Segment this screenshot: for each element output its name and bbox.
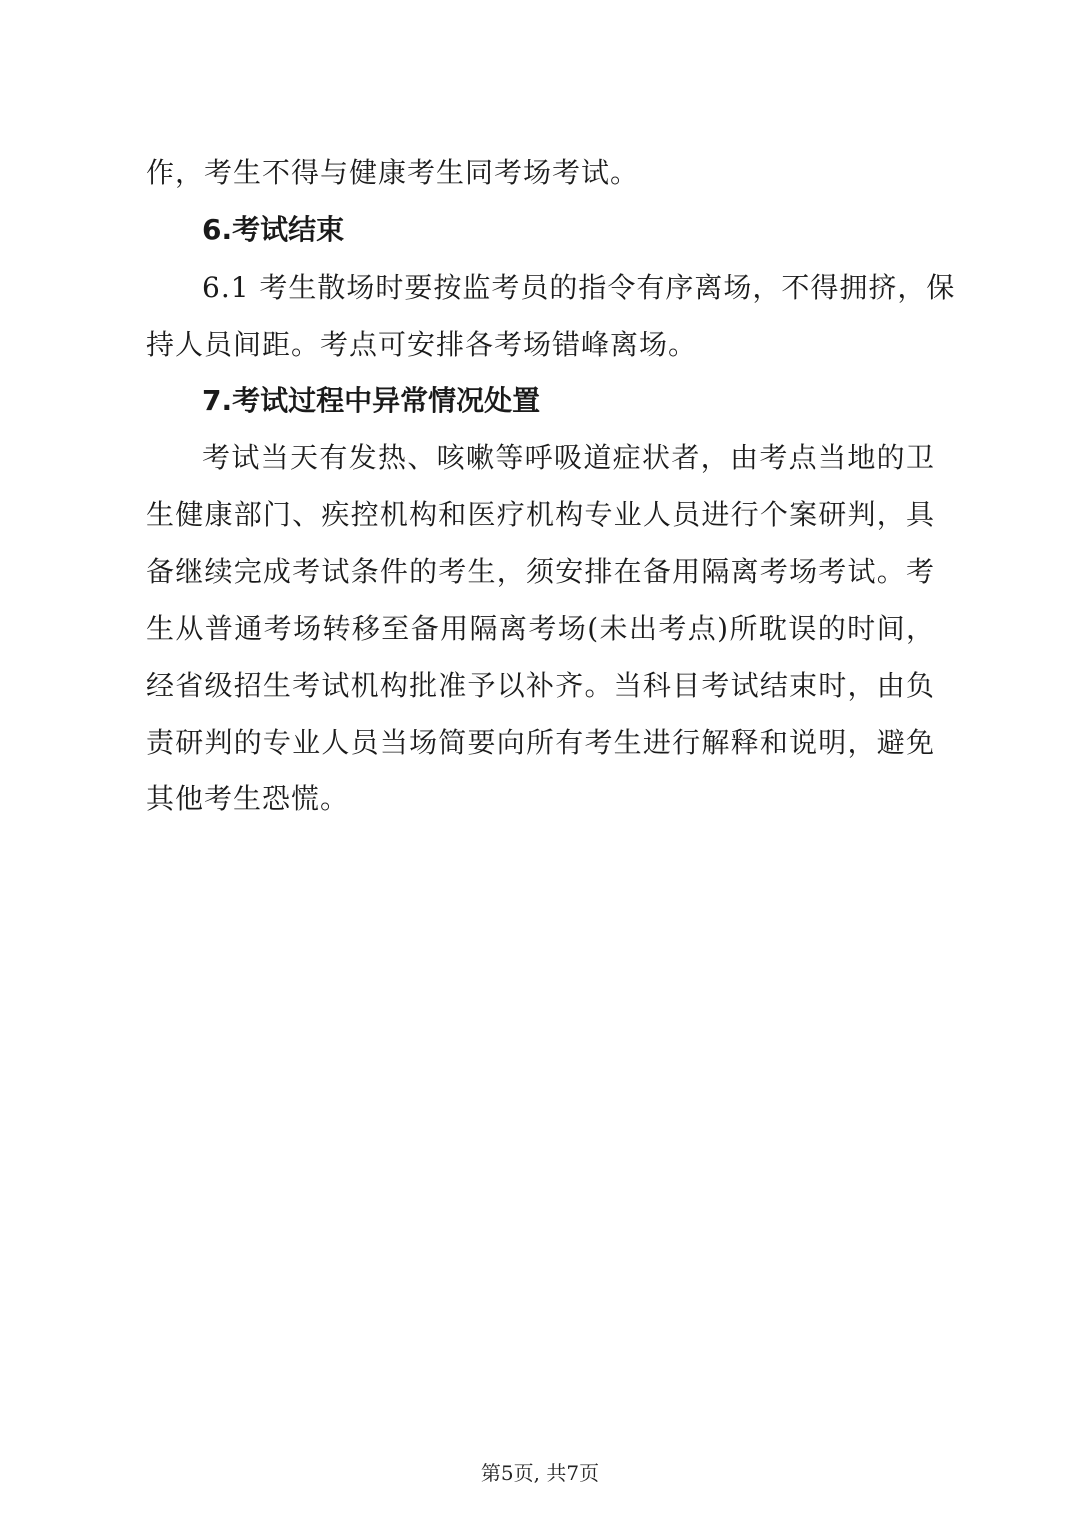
body-line: 作，考生不得与健康考生同考场考试。 [146,156,640,189]
body-line: 6.1 考生散场时要按监考员的指令有序离场，不得拥挤，保 [202,271,956,304]
body-line: 责研判的专业人员当场简要向所有考生进行解释和说明，避免 [146,726,935,759]
body-line: 生从普通考场转移至备用隔离考场(未出考点)所耽误的时间， [146,612,935,645]
section-heading-exam-end: 6.考试结束 [202,213,345,246]
body-line: 备继续完成考试条件的考生，须安排在备用隔离考场考试。考 [146,555,935,588]
page-number: 第5页, 共7页 [480,1461,600,1485]
body-line: 持人员间距。考点可安排各考场错峰离场。 [146,328,698,361]
body-line: 其他考生恐慌。 [146,782,350,815]
body-line: 生健康部门、疾控机构和医疗机构专业人员进行个案研判，具 [146,498,935,531]
body-line: 考试当天有发热、咳嗽等呼吸道症状者，由考点当地的卫 [202,441,935,474]
section-heading-abnormal-handling: 7.考试过程中异常情况处置 [202,384,541,417]
body-line: 经省级招生考试机构批准予以补齐。当科目考试结束时，由负 [146,669,935,702]
